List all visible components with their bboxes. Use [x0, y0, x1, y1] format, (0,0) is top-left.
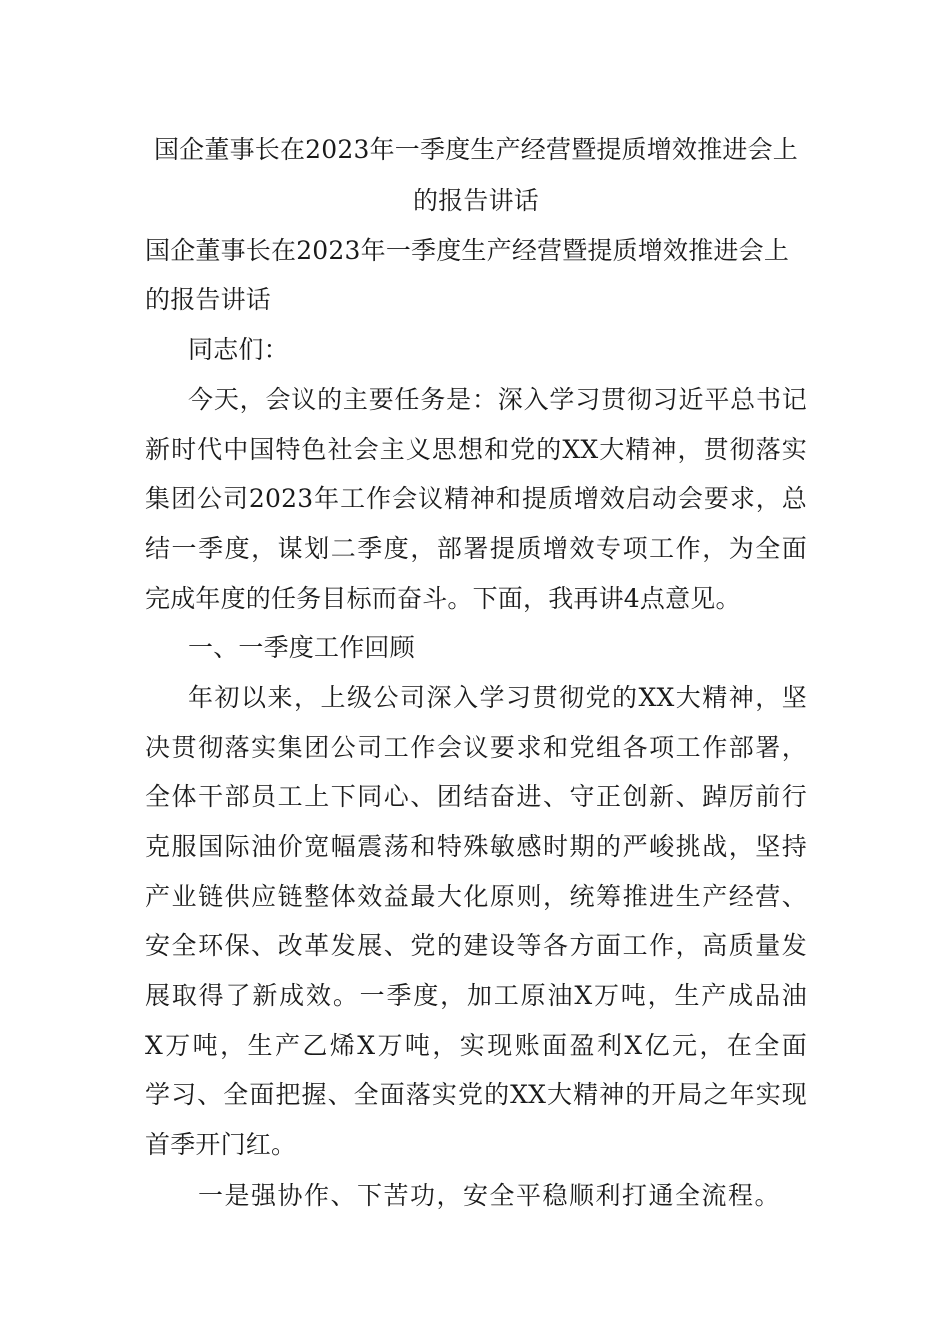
paragraph-1-line-1: 今天，会议的主要任务是：深入学习贯彻习近平总书记 — [188, 385, 807, 414]
paragraph-1-line-3: 集团公司2023年工作会议精神和提质增效启动会要求，总 — [145, 484, 807, 513]
paragraph-2-line-6: 安全环保、改革发展、党的建设等各方面工作，高质量发 — [145, 931, 807, 960]
paragraph-2-line-7: 展取得了新成效。一季度，加工原油X万吨，生产成品油 — [145, 981, 807, 1010]
document-subtitle-line-2: 的报告讲话 — [145, 285, 272, 314]
paragraph-2-line-5: 产业链供应链整体效益最大化原则，统筹推进生产经营、 — [145, 882, 807, 911]
paragraph-2-line-3: 全体干部员工上下同心、团结奋进、守正创新、踔厉前行 — [145, 782, 807, 811]
document-subtitle-line-1: 国企董事长在2023年一季度生产经营暨提质增效推进会上 — [145, 236, 790, 265]
paragraph-2-line-9: 学习、全面把握、全面落实党的XX大精神的开局之年实现 — [145, 1080, 807, 1109]
document-title-line-2: 的报告讲话 — [412, 186, 539, 215]
paragraph-1-line-5: 完成年度的任务目标而奋斗。下面，我再讲4点意见。 — [145, 584, 741, 613]
paragraph-2-line-4: 克服国际油价宽幅震荡和特殊敏感时期的严峻挑战，坚持 — [145, 832, 807, 861]
paragraph-2-line-1: 年初以来，上级公司深入学习贯彻党的XX大精神，坚 — [188, 683, 807, 712]
salutation: 同志们： — [188, 335, 289, 364]
paragraph-2-line-8: X万吨，生产乙烯X万吨，实现账面盈利X亿元，在全面 — [145, 1031, 807, 1060]
document-title-line-1: 国企董事长在2023年一季度生产经营暨提质增效推进会上 — [153, 135, 799, 164]
point-1: 一是强协作、下苦功，安全平稳顺利打通全流程。 — [198, 1181, 782, 1210]
section-heading-1: 一、一季度工作回顾 — [188, 633, 415, 662]
paragraph-2-line-2: 决贯彻落实集团公司工作会议要求和党组各项工作部署， — [145, 733, 807, 762]
paragraph-2-line-10: 首季开门红。 — [145, 1130, 297, 1159]
paragraph-1-line-2: 新时代中国特色社会主义思想和党的XX大精神，贯彻落实 — [145, 435, 807, 464]
paragraph-1-line-4: 结一季度，谋划二季度，部署提质增效专项工作，为全面 — [145, 534, 807, 563]
